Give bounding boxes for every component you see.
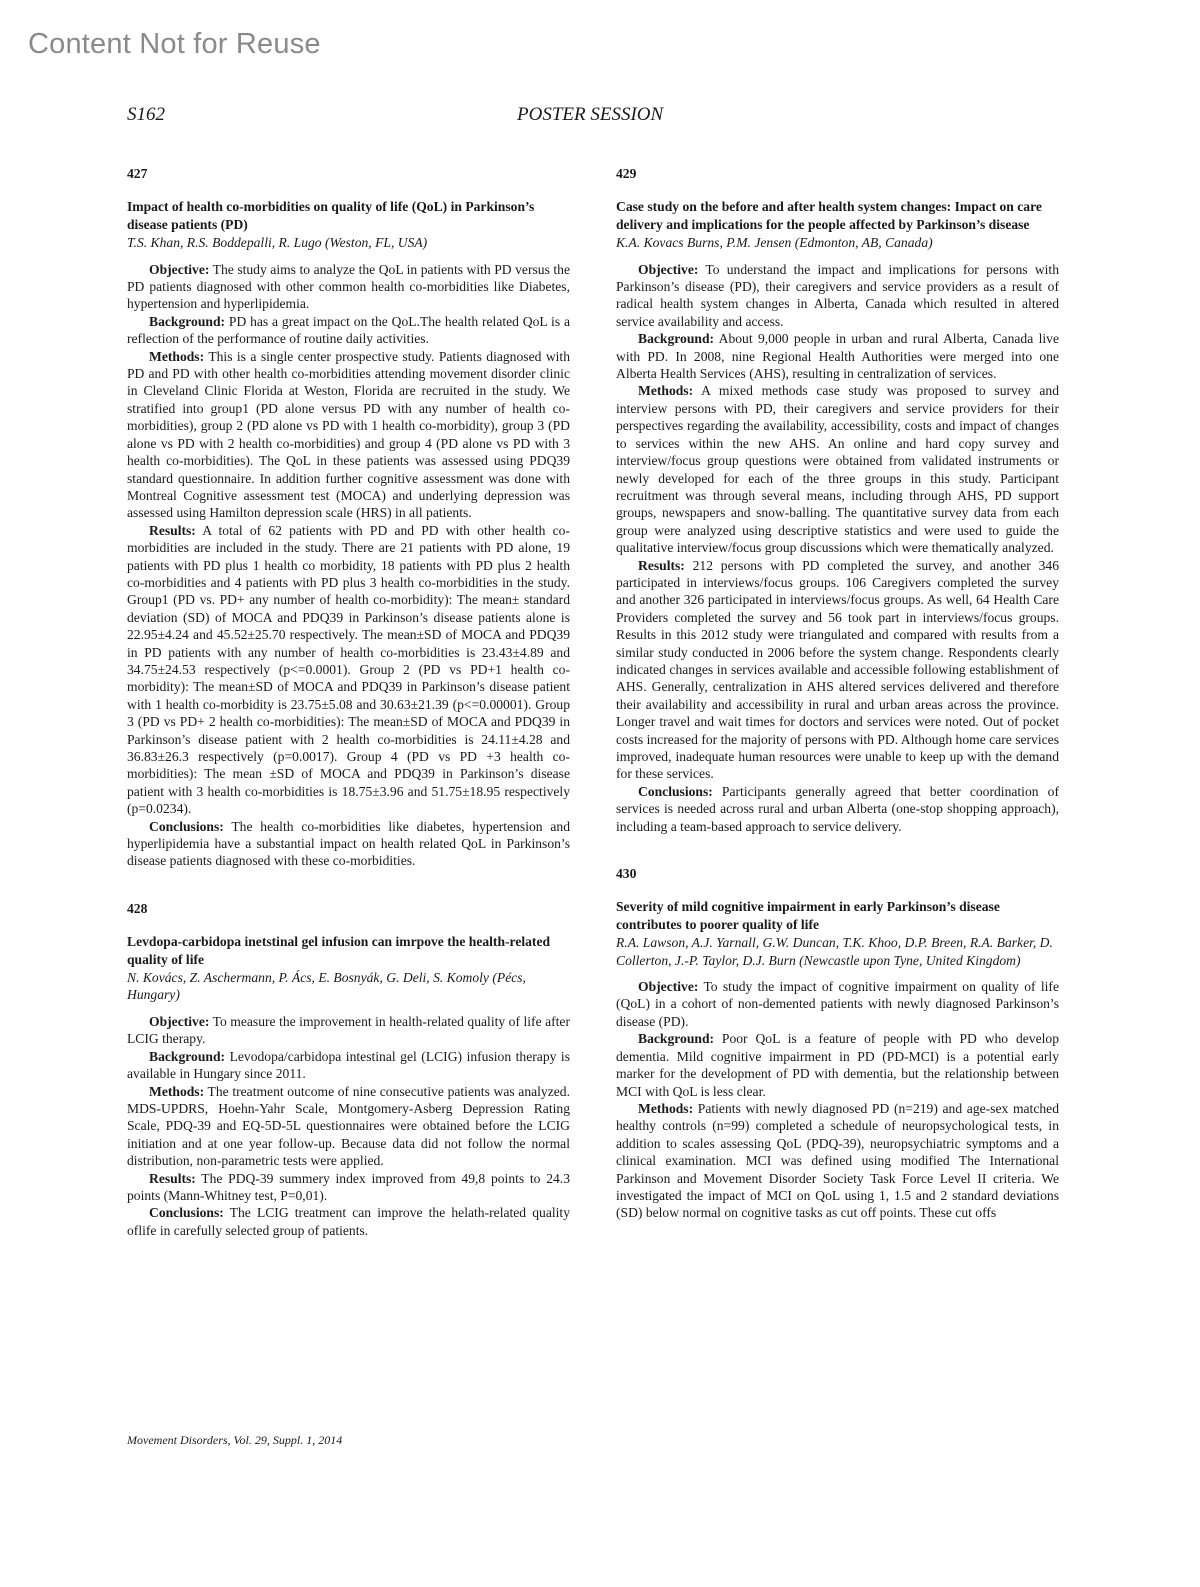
abstract-number: 429 (616, 166, 637, 181)
abstract-authors: R.A. Lawson, A.J. Yarnall, G.W. Duncan, T.K. Khoo, D.P. Breen, R.A. Barker, D. Collerton, J.-P. Taylor, D.J. Burn (Newcastle upon Tyne, United Kingdom) (616, 935, 1053, 968)
results-paragraph (127, 1170, 570, 1205)
abstract-title: Severity of mild cognitive impairment in early Parkinson’s disease contributes to poorer quality of life (616, 899, 1000, 932)
section-label: Methods: (149, 348, 205, 364)
section-label: Conclusions: (149, 818, 224, 834)
section-text: To measure the improvement in health-related quality of life after LCIG therapy. (127, 1013, 570, 1047)
abstract-authors: T.S. Khan, R.S. Boddepalli, R. Lugo (Weston, FL, USA) (127, 235, 428, 251)
section-text: About 9,000 people in urban and rural Alberta, Canada live with PD. In 2008, nine Regional Health Authorities were merged into one Alberta Health Services (AHS), resulting in centralization of services. (616, 331, 1059, 382)
left-column (127, 165, 570, 1269)
section-text: To study the impact of cognitive impairment on quality of life (QoL) in a cohort of non-demented patients with newly diagnosed Parkinson’s disease (PD). (616, 979, 1059, 1029)
conclusions-paragraph (127, 818, 570, 870)
section-label: Results: (149, 1170, 196, 1186)
section-text: A total of 62 patients with PD and PD with other health co-morbidities are included in the study. There are 21 patients with PD alone, 19 patients with PD plus 1 health co morbidity, 18 patients with PD plus 2 health co-morbidities and 4 patients with PD plus 3 health co-morbidities in the study. Group1 (PD vs. PD+ any number of health co-morbidity): The mean± standard deviation (SD) of MOCA and PDQ39 in Parkinson’s disease patients alone is 22.95±4.24 and 45.52±25.70 respectively. The mean±SD of MOCA and PDQ39 in PD patients with any number of health co-morbidities is 23.43±4.89 and 34.75±24.53 respectively (p<=0.0001). Group 2 (PD vs PD+1 health co-morbidity): The mean±SD of MOCA and PDQ39 in Parkinson’s disease patient with 1 health co-morbidity is 23.75±5.08 and 30.63±21.39 (p<=0.00001). Group 3 (PD vs PD+ 2 health co-morbidities): The mean±SD of MOCA and PDQ39 in Parkinson’s disease patient with 2 health co-morbidities is 24.11±4.28 and 36.83±26.3 respectively (p=0.0017). Group 4 (PD vs PD +3 health co-morbidities): The mean ±SD of MOCA and PDQ39 in Parkinson’s disease patient with 3 health co-morbidities is 18.75±3.96 and 51.75±18.95 respectively (p=0.0234). (127, 522, 570, 817)
abstract-427 (127, 165, 570, 870)
section-label: Objective: (149, 261, 210, 277)
section-text: The PDQ-39 summery index improved from 49,8 points to 24.3 points (Mann-Whitney test, P=0,01). (127, 1170, 570, 1203)
methods-paragraph (616, 1100, 1059, 1222)
section-label: Background: (638, 331, 715, 347)
section-text: Levodopa/carbidopa intestinal gel (LCIG) infusion therapy is available in Hungary since 2011. (127, 1048, 570, 1082)
watermark: Content Not for Reuse (28, 28, 321, 60)
abstract-authors: N. Kovács, Z. Aschermann, P. Ács, E. Bosnyák, G. Deli, S. Komoly (Pécs, Hungary) (127, 970, 526, 1003)
abstract-number: 430 (616, 866, 637, 882)
methods-paragraph (127, 348, 570, 522)
objective-paragraph (127, 1013, 570, 1048)
section-text: Poor QoL is a feature of people with PD who develop dementia. Mild cognitive impairment in PD (PD-MCI) is a potential early marker for the development of PD with dementia, but the relationship between MCI with QoL is less clear. (616, 1031, 1059, 1099)
abstract-430 (616, 865, 1059, 1222)
section-text: The treatment outcome of nine consecutive patients was analyzed. MDS-UPDRS, Hoehn-Yahr Scale, Montgomery-Asberg Depression Rating Scale, PDQ-39 and EQ-5D-5L questionnaires were obtained before the LCIG initiation and at one year follow-up. Because data did not follow the normal distribution, non-parametric tests were applied. (127, 1083, 570, 1169)
results-paragraph (127, 522, 570, 818)
journal-footer: Movement Disorders, Vol. 29, Suppl. 1, 2014 (127, 1433, 343, 1447)
section-label: Methods: (149, 1083, 205, 1099)
conclusions-paragraph (616, 783, 1059, 835)
section-text: Patients with newly diagnosed PD (n=219) and age-sex matched healthy controls (n=99) completed a schedule of neuropsychological tests, in addition to scales assessing QoL (PDQ-39), neuropsychiatric symptoms and a clinical examination. MCI was defined using modified The International Parkinson and Movement Disorder Society Task Force Level II criteria. We investigated the impact of MCI on QoL using 1, 1.5 and 2 standard deviations (SD) below normal on cognitive tasks as cut off points. These cut offs (616, 1100, 1059, 1221)
abstract-number: 428 (127, 900, 148, 916)
page-number: S162 (127, 104, 165, 125)
section-label: Objective: (638, 261, 699, 277)
section-label: Background: (149, 1048, 226, 1064)
objective-paragraph (127, 261, 570, 313)
section-label: Methods: (638, 1100, 694, 1116)
section-label: Background: (149, 313, 226, 329)
section-text: The study aims to analyze the QoL in patients with PD versus the PD patients diagnosed with other common health co-morbidities like Diabetes, hypertension and hyperlipidemia. (127, 261, 570, 312)
section-text: A mixed methods case study was proposed to survey and interview persons with PD, their caregivers and service providers for their perspectives regarding the availability, accessibility, costs and impact of changes to services within the new AHS. An online and hard copy survey and interview/focus group questions were obtained from validated instruments or newly developed for each of the three groups in this study. Participant recruitment was through several means, including through AHS, PD support groups, newspapers and snow-balling. The quantitative survey data from each group were analyzed using descriptive statistics and were used to guide the qualitative interview/focus group discussions which were thematically analyzed. (616, 383, 1059, 556)
background-paragraph (127, 1048, 570, 1083)
abstract-title: Levdopa-carbidopa inetstinal gel infusion can imrpove the health-related quality of life (127, 934, 551, 967)
section-text: 212 persons with PD completed the survey, and another 346 participated in interviews/focus groups. 106 Caregivers completed the survey and another 326 participated in interviews/focus groups. As well, 64 Health Care Providers completed the survey and 56 took part in interviews/focus groups. Results in this 2012 study were triangulated and compared with results from a similar study conducted in 2006 before the system change. Respondents clearly indicated changes in services available and accessible following establishment of AHS. Generally, centralization in AHS altered services delivered and therefore their availability and accessibility in rural and urban areas across the province. Longer travel and wait times for doctors and services were noted. Out of pocket costs increased for the majority of persons with PD. Although home care services improved, inadequate human resources were unable to keep up with the demand for these services. (616, 557, 1059, 782)
conclusions-paragraph (127, 1204, 570, 1239)
section-text: To understand the impact and implications for persons with Parkinson’s disease (PD), their caregivers and service providers as a result of radical health system changes in Alberta, Canada which resulted in altered service availability and access. (616, 261, 1059, 329)
abstract-429 (616, 165, 1059, 835)
section-label: Conclusions: (149, 1205, 224, 1221)
section-label: Results: (149, 522, 196, 538)
section-label: Objective: (149, 1013, 210, 1029)
section-label: Methods: (638, 383, 694, 399)
section-label: Objective: (638, 979, 699, 995)
section-label: Conclusions: (638, 783, 713, 799)
section-text: Participants generally agreed that better coordination of services is needed across rural and urban Alberta (one-stop shopping approach), including a team-based approach to service delivery. (616, 783, 1059, 834)
section-title: POSTER SESSION (517, 104, 664, 125)
section-text: This is a single center prospective study. Patients diagnosed with PD and PD with other health co-morbidities attending movement disorder clinic in Cleveland Clinic Florida at Weston, Florida are recruited in the study. We stratified into group1 (PD alone versus PD with any number of health co-morbidities), group 2 (PD alone vs PD with 1 health co-morbidity), group 3 (PD alone vs PD with 2 health co-morbidities) and group 4 (PD alone vs PD with 3 health co-morbidities). The QoL in these patients was assessed using PDQ39 standard questionnaire. In addition further cognitive assessment was done with Montreal Cognitive assessment test (MOCA) and underlying depression was assessed using Hamilton depression scale (HRS) in all patients. (127, 348, 570, 521)
section-text: The LCIG treatment can improve the helath-related quality oflife in carefully selected group of patients. (127, 1205, 570, 1238)
section-text: The health co-morbidities like diabetes, hypertension and hyperlipidemia have a substantial impact on health related QoL in Parkinson’s disease patients diagnosed with these co-morbidities. (127, 818, 570, 869)
methods-paragraph (127, 1083, 570, 1170)
objective-paragraph (616, 261, 1059, 331)
abstract-title: Impact of health co-morbidities on quality of life (QoL) in Parkinson’s disease patients (PD) (127, 199, 535, 232)
section-label: Background: (638, 1031, 715, 1047)
abstract-authors: K.A. Kovacs Burns, P.M. Jensen (Edmonton, AB, Canada) (616, 235, 933, 251)
right-column (616, 165, 1059, 1252)
background-paragraph (616, 1030, 1059, 1100)
methods-paragraph (616, 382, 1059, 556)
results-paragraph (616, 557, 1059, 783)
background-paragraph (616, 330, 1059, 382)
section-label: Results: (638, 557, 685, 573)
background-paragraph (127, 313, 570, 348)
abstract-428 (127, 900, 570, 1239)
abstract-number: 427 (127, 166, 148, 181)
objective-paragraph (616, 978, 1059, 1030)
section-text: PD has a great impact on the QoL.The health related QoL is a reflection of the performance of routine daily activities. (127, 313, 570, 347)
abstract-title: Case study on the before and after health system changes: Impact on care delivery and implications for the people affected by Parkinson’s disease (616, 199, 1042, 232)
